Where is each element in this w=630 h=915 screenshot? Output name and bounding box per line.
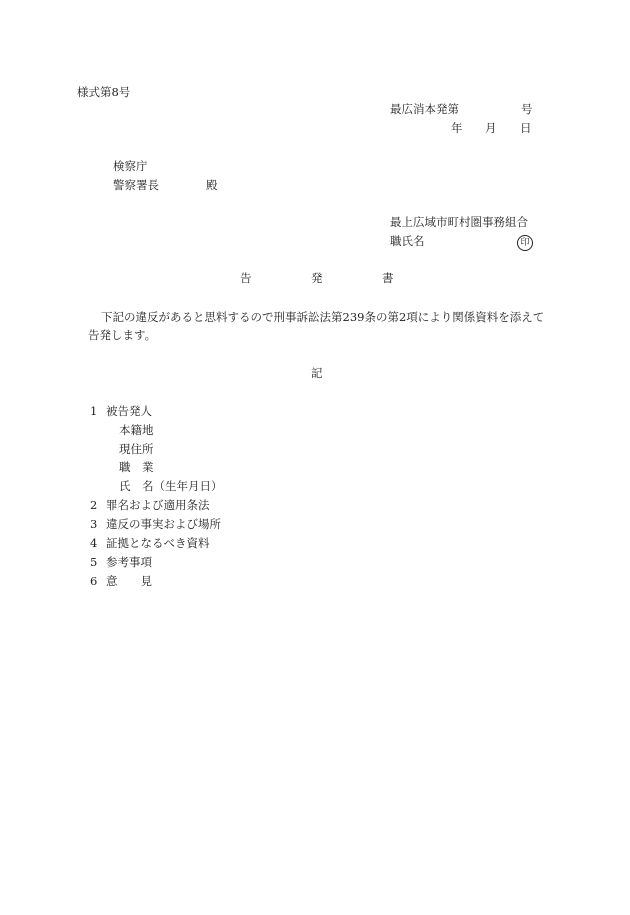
- addressee-honorific: 殿: [206, 178, 218, 192]
- body-line-1: 下記の違反があると思料するので刑事訴訟法第239条の第2項により関係資料を添えて: [101, 310, 545, 324]
- form-number: 様式第8号: [77, 85, 131, 99]
- item-text: 本籍地: [119, 423, 154, 437]
- item-text: 氏 名（生年月日）: [119, 479, 223, 493]
- date-year: 年: [451, 121, 463, 135]
- doc-number-prefix: 最広消本発第: [390, 102, 459, 116]
- item-text: 意 見: [106, 574, 152, 588]
- item-text: 参考事項: [106, 555, 152, 569]
- seal-mark: 印: [517, 235, 533, 251]
- ki-heading: 記: [311, 366, 323, 380]
- doc-number-suffix: 号: [521, 102, 533, 116]
- addressee-prosecutor: 検察庁: [113, 159, 148, 173]
- item-text: 被告発人: [106, 404, 152, 418]
- item-text: 現住所: [119, 442, 154, 456]
- item-number: 3: [90, 517, 98, 531]
- title-char-3: 書: [382, 271, 394, 285]
- title-char-2: 発: [311, 271, 323, 285]
- date-month: 月: [485, 121, 497, 135]
- body-line-2: 告発します。: [88, 328, 157, 342]
- item-number: 5: [90, 555, 98, 569]
- item-text: 証拠となるべき資料: [106, 536, 210, 550]
- item-number: 4: [90, 536, 98, 550]
- addressee-police: 警察署長: [113, 178, 159, 192]
- sender-organization: 最上広域市町村圏事務組合: [390, 215, 528, 229]
- item-text: 罪名および適用条法: [106, 498, 210, 512]
- item-text: 違反の事実および場所: [106, 517, 221, 531]
- item-text: 職 業: [119, 460, 154, 474]
- date-day: 日: [520, 121, 532, 135]
- item-number: 1: [90, 404, 98, 418]
- item-number: 6: [90, 574, 98, 588]
- title-char-1: 告: [240, 271, 252, 285]
- item-number: 2: [90, 498, 98, 512]
- sender-title-name: 職氏名: [390, 234, 425, 248]
